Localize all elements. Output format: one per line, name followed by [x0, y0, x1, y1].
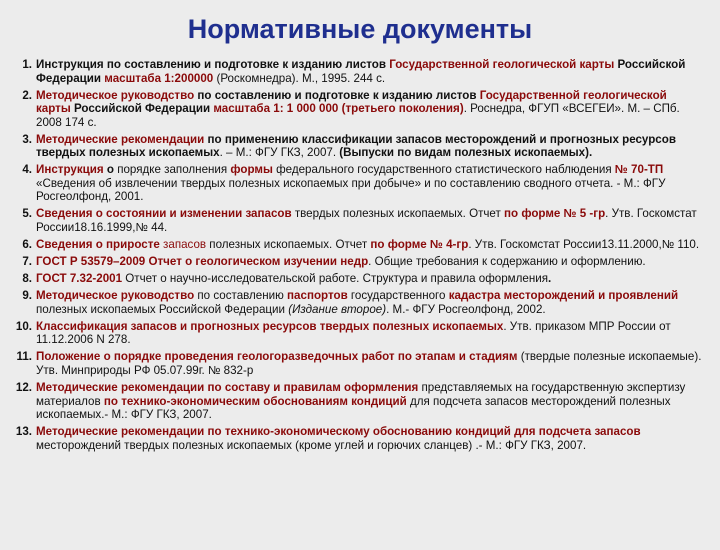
list-item: [6, 255, 702, 269]
list-item-text: [36, 207, 702, 234]
text-run: Положение о порядке проведения геологоразведочных работ по этапам и стадиям: [36, 350, 518, 364]
text-run: . М.- ФГУ Росгеолфонд, 2002.: [386, 302, 546, 316]
text-run: Государственной геологической карты: [36, 88, 667, 116]
text-run: паспортов: [287, 289, 348, 303]
text-run: полезных ископаемых. Отчет: [206, 237, 371, 251]
text-run: о: [103, 163, 114, 177]
text-run: федерального государственного статистического наблюдения: [272, 163, 615, 177]
text-run: Методические рекомендации по технико-экономическому обоснованию кондиций для подсчета запасов: [36, 425, 641, 439]
list-item-text: [36, 133, 702, 160]
text-run: (твердые полезные ископаемые). Утв. Минприроды РФ 05.07.99г. № 832-р: [36, 350, 702, 377]
text-run: масштаба 1: 1 000 000 (третьего поколения): [213, 102, 464, 116]
text-run: . Роснедра, ФГУП «ВСЕГЕИ». М. – СПб. 2008 174 с.: [36, 102, 680, 129]
list-item-number: 4.: [22, 163, 32, 177]
text-run: Методические рекомендации: [36, 132, 205, 146]
list-item-text: [36, 58, 702, 85]
text-run: порядке заполнения: [113, 163, 231, 177]
text-run: твердых полезных ископаемых. Отчет: [291, 207, 505, 221]
text-run: Инструкция: [36, 58, 104, 71]
text-run: Российской Федерации: [36, 58, 686, 85]
list-item-number: 12.: [15, 381, 32, 395]
list-item-text: [36, 350, 702, 377]
list-item: [6, 289, 702, 316]
list-item-number: 6.: [22, 237, 32, 251]
text-run: Методическое руководство: [36, 289, 195, 303]
text-run: . Утв. Госкомстат России18.16.1999,№ 44.: [36, 207, 697, 234]
text-run: масштаба 1:200000: [104, 71, 214, 85]
list-item: [6, 272, 702, 286]
list-item-number: 10.: [15, 319, 32, 333]
list-item: [6, 133, 702, 160]
list-item-text: [36, 381, 702, 422]
list-item: [6, 58, 702, 85]
list-item-text: [36, 163, 702, 204]
text-run: Государственной геологической карты: [389, 58, 615, 71]
text-run: по составлению: [194, 289, 288, 303]
text-run: «Сведения об извлечении твердых полезных ископаемых при добыче» и по составлению сводного отчета. - М.: ФГУ Росгеолфонд, 2001.: [36, 176, 666, 204]
list-item-number: 7.: [22, 255, 32, 269]
text-run: государственного: [347, 289, 449, 303]
list-item-text: [36, 289, 702, 316]
text-run: по технико-экономическим обоснованиям кондиций: [103, 394, 407, 408]
text-run: Сведения о состоянии и изменении запасов: [36, 207, 292, 221]
text-run: запасов: [159, 237, 207, 251]
list-item-number: 11.: [16, 350, 32, 364]
text-run: .: [548, 272, 552, 286]
text-run: № 70-ТП: [614, 163, 664, 177]
text-run: по составлению и подготовке к изданию листов: [103, 58, 390, 71]
list-item-text: [36, 255, 702, 269]
list-item-text: [36, 89, 702, 130]
list-item-number: 13.: [15, 425, 32, 439]
text-run: (Издание второе): [288, 302, 387, 316]
text-run: формы: [230, 163, 273, 177]
list-item: [6, 425, 702, 452]
text-run: кадастра месторождений и проявлений: [448, 289, 679, 303]
text-run: представляемых на государственную экспертизу материалов: [36, 381, 686, 408]
page-title: Нормативные документы: [187, 14, 533, 44]
list-item-text: [36, 425, 702, 452]
list-item: [6, 381, 702, 422]
list-item-number: 9.: [22, 289, 32, 303]
text-run: (Роскомнедра). М., 1995. 244 с.: [213, 71, 386, 85]
text-run: Российской Федерации: [70, 102, 214, 116]
text-run: по применению классификации запасов месторождений и прогнозных ресурсов твердых полезных ископаемых: [36, 132, 676, 160]
list-item: [6, 320, 702, 347]
slide: [0, 10, 720, 452]
list-item-number: 3.: [22, 132, 32, 146]
text-run: . Утв. приказом МПР России от 11.12.2006 N 278.: [36, 319, 671, 347]
text-run: (Выпуски по видам полезных ископаемых).: [339, 146, 593, 160]
text-run: Отчет о научно-исследовательской работе. Структура и правила оформления: [122, 272, 549, 286]
list-item: [6, 89, 702, 130]
text-run: . Общие требования к содержанию и оформлению.: [368, 255, 646, 269]
list-item-text: [36, 272, 702, 286]
text-run: ГОСТ Р 53579–2009 Отчет о геологическом изучении недр: [36, 255, 369, 269]
text-run: по форме № 5 -гр: [504, 207, 606, 221]
text-run: по составлению и подготовке к изданию листов: [194, 88, 480, 102]
text-run: по форме № 4-гр: [370, 237, 469, 251]
text-run: . – М.: ФГУ ГКЗ, 2007.: [219, 146, 340, 160]
text-run: Классификация запасов и прогнозных ресурсов твердых полезных ископаемых: [36, 319, 504, 333]
list-item-number: 5.: [22, 207, 32, 221]
text-run: ГОСТ 7.32-2001: [36, 272, 123, 286]
list-item: [6, 163, 702, 204]
list-item-text: [36, 238, 702, 252]
text-run: полезных ископаемых Российской Федерации: [36, 302, 289, 316]
list-item-number: 1.: [22, 58, 32, 71]
text-run: месторождений твердых полезных ископаемых (кроме углей и горючих сланцев) .- М.: ФГУ ГКЗ, 2007.: [36, 438, 587, 452]
text-run: Методические рекомендации по составу и правилам оформления: [36, 381, 419, 395]
text-run: Инструкция: [36, 163, 104, 177]
text-run: Методическое руководство: [36, 88, 195, 102]
text-run: . Утв. Госкомстат России13.11.2000,№ 110.: [468, 237, 700, 251]
text-run: для подсчета запасов месторождений полезных ископаемых.- М.: ФГУ ГКЗ, 2007.: [36, 394, 671, 422]
list-item: [6, 350, 702, 377]
list-item: [6, 238, 702, 252]
document-list: [0, 58, 720, 452]
list-item: [6, 207, 702, 234]
list-item-number: 8.: [22, 272, 32, 286]
list-item-number: 2.: [22, 88, 32, 102]
text-run: Сведения о приросте: [36, 237, 160, 251]
list-item-text: [36, 320, 702, 347]
